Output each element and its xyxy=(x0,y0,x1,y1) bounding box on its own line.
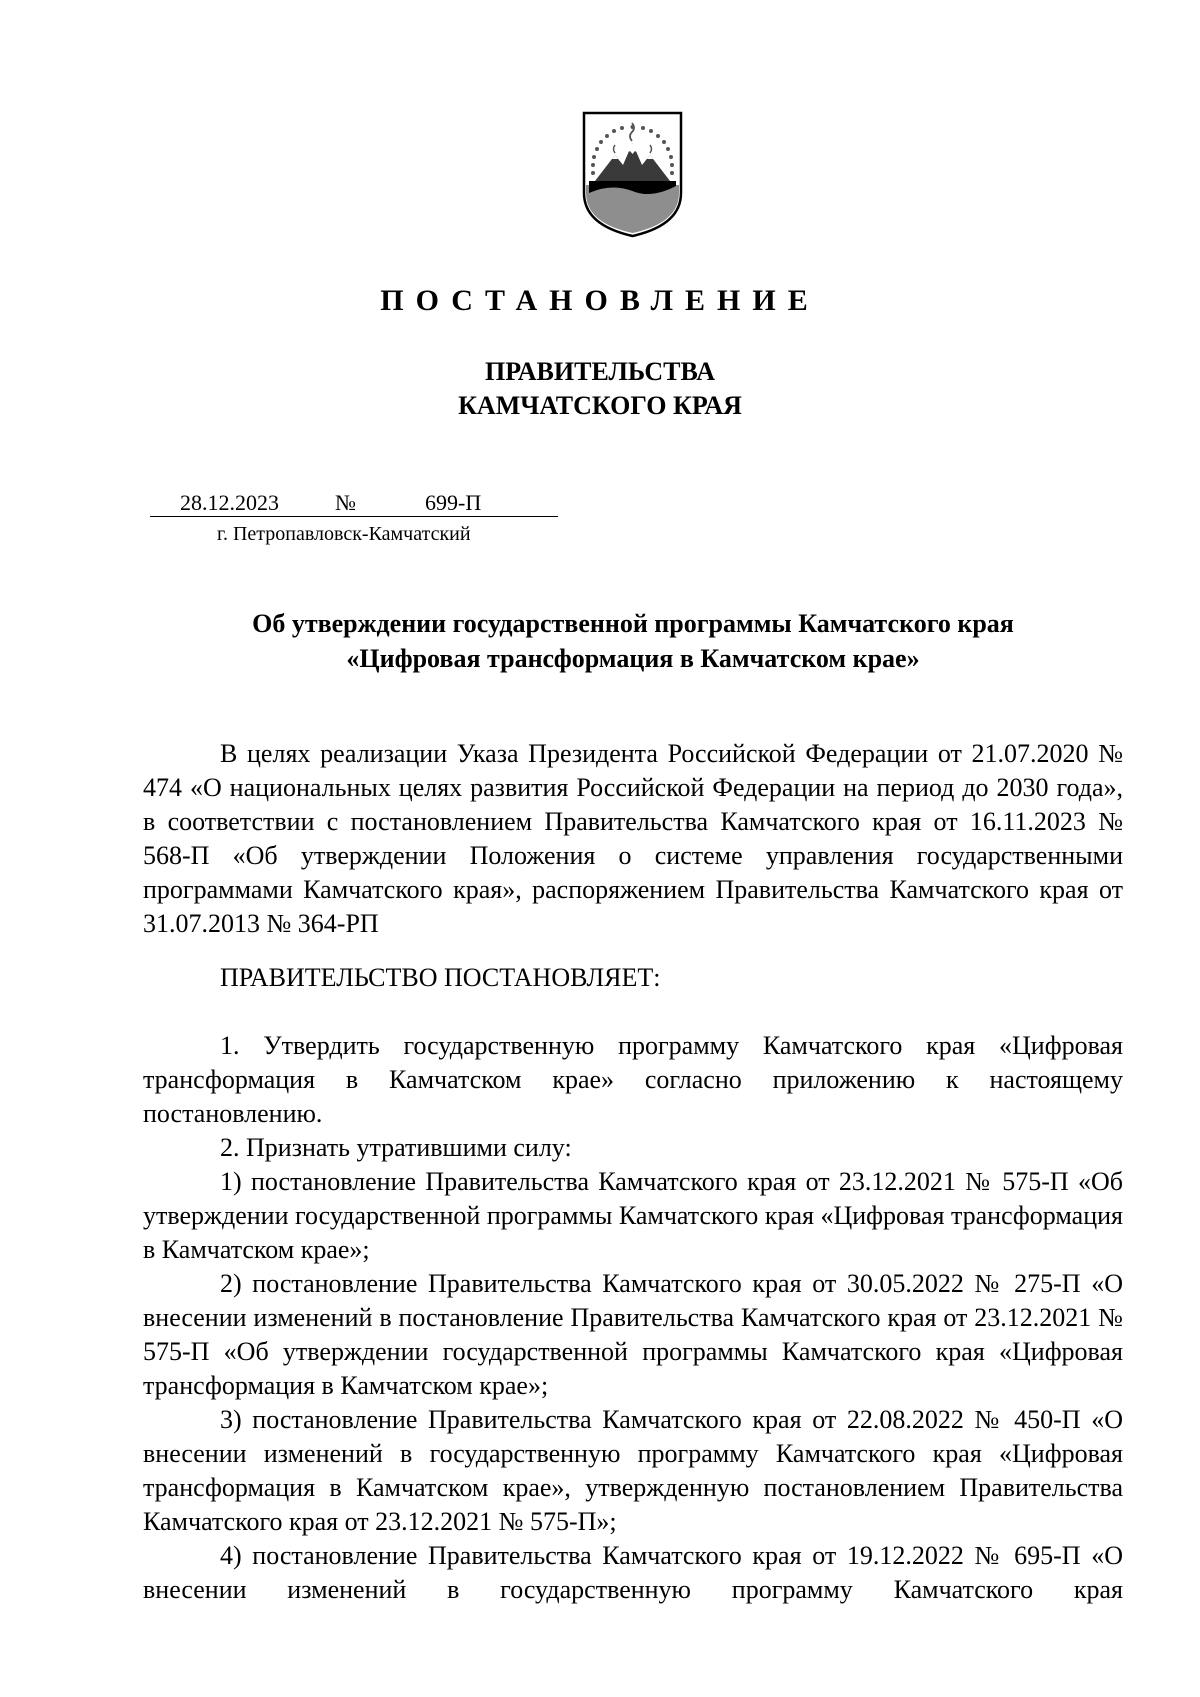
number-sign: № xyxy=(335,490,356,515)
preamble-block xyxy=(143,737,1123,941)
underline-rule xyxy=(150,516,558,517)
document-number: 699-П xyxy=(425,490,482,515)
authority-line-2: КАМЧАТСКОГО КРАЯ xyxy=(458,391,742,420)
item-paragraph: 1. Утвердить государственную программу Камчатского края «Цифровая трансформация в Камчатском крае» согласно приложению к настоящему постановлению. xyxy=(143,1031,1123,1128)
item-paragraph: 4) постановление Правительства Камчатского края от 19.12.2022 № 695-П «О внесении изменений в государственную программу Камчатского края xyxy=(143,1541,1123,1604)
item-paragraph: 1) постановление Правительства Камчатского края от 23.12.2021 № 575-П «Об утверждении государственной программы Камчатского края «Цифровая трансформация в Камчатском крае»; xyxy=(143,1167,1123,1264)
kamchatka-coat-of-arms-icon xyxy=(581,107,684,239)
item-paragraph: 3) постановление Правительства Камчатского края от 22.08.2022 № 450-П «О внесении изменений в государственную программу Камчатского края «Цифровая трансформация в Камчатском крае», утвержденную постановлением Правительства Камчатского края от 23.12.2021 № 575-П»; xyxy=(143,1405,1123,1536)
item-paragraph: 2) постановление Правительства Камчатского края от 30.05.2022 № 275-П «О внесении изменений в постановление Правительства Камчатского края от 23.12.2021 № 575-П «Об утверждении государственной программы Камчатского края «Цифровая трансформация в Камчатском крае»; xyxy=(143,1269,1123,1400)
decree-statement: ПРАВИТЕЛЬСТВО ПОСТАНОВЛЯЕТ: xyxy=(220,963,661,992)
place-of-issue: г. Петропавловск-Камчатский xyxy=(217,523,471,545)
items-block xyxy=(143,1029,1123,1607)
item-paragraph: 2. Признать утратившими силу: xyxy=(220,1133,572,1162)
document-date: 28.12.2023 xyxy=(180,490,279,515)
issuing-authority xyxy=(0,355,1200,423)
authority-line-1: ПРАВИТЕЛЬСТВА xyxy=(485,357,715,386)
subject-line-1: Об утверждении государственной программы Камчатского края xyxy=(252,609,1014,638)
document-subject xyxy=(143,606,1123,676)
document-title: ПОСТАНОВЛЕНИЕ xyxy=(380,284,820,317)
subject-line-2: «Цифровая трансформация в Камчатском крае» xyxy=(346,644,920,673)
preamble-paragraph: В целях реализации Указа Президента Российской Федерации от 21.07.2020 № 474 «О национальных целях развития Российской Федерации на период до 2030 года», в соответствии с постановлением Правительства Камчатского края от 16.11.2023 № 568-П «Об утверждении Положения о системе управления государственными программами Камчатского края», распоряжением Правительства Камчатского края от 31.07.2013 № 364-РП xyxy=(143,739,1123,938)
date-number-line xyxy=(150,490,558,524)
